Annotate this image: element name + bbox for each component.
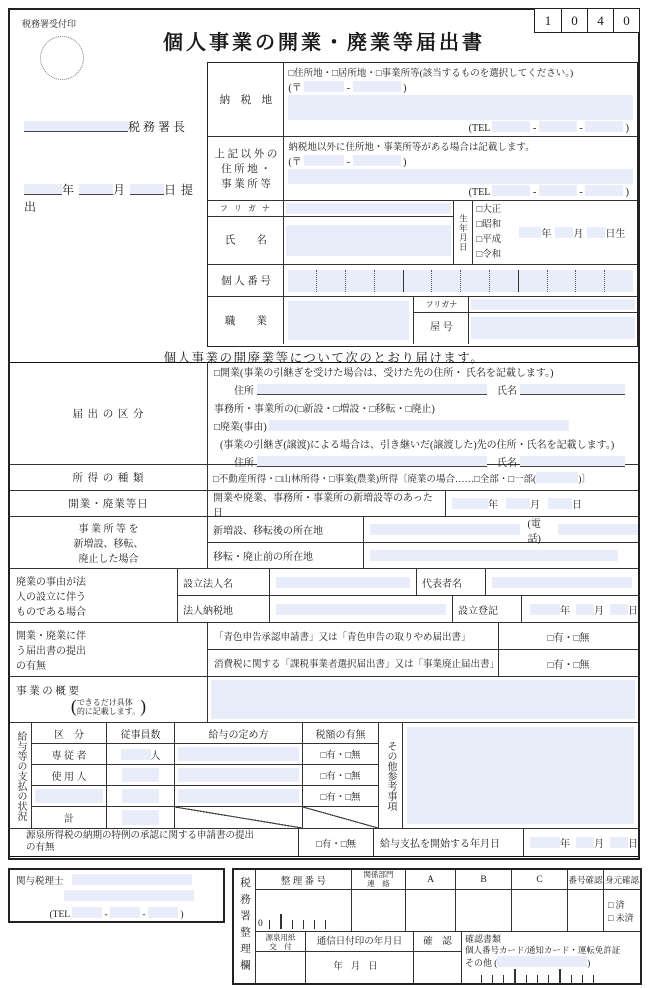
form-main-frame — [8, 8, 640, 860]
office-change-checkbox-line[interactable]: 事務所・事業所の(□新設・□増設・□移転・□廃止) — [214, 404, 435, 415]
occupation-field[interactable] — [288, 301, 409, 340]
accountant-tel-field-3[interactable] — [148, 907, 178, 918]
accountant-tel-field-1[interactable] — [72, 907, 102, 918]
digit-tick — [325, 920, 326, 929]
other-place-note: 納税地以外に住所地・事業所等がある場合は記載します。 — [288, 143, 535, 153]
event-day-field[interactable] — [548, 498, 572, 509]
furigana-label: フ リ ガ ナ — [208, 201, 283, 217]
birth-block — [454, 201, 637, 264]
form-code-digit: 0 — [613, 9, 639, 32]
col-c-cell[interactable] — [512, 890, 568, 931]
form-code-digit: 1 — [544, 13, 552, 28]
withholding-yes-no[interactable]: □有・□無 — [299, 829, 374, 856]
salary-table: 区 分 従事員数 給与の定め方 税額の有無 専 従 者 人 □有・□無 使 用 人 □有・□無 □有・□無 計 — [32, 723, 379, 828]
after-location-field[interactable] — [370, 524, 520, 535]
submit-year-field[interactable] — [24, 184, 62, 195]
other-tel-field-1[interactable] — [492, 185, 530, 196]
other-place-row — [208, 137, 637, 201]
other-postal-field-1[interactable] — [304, 155, 344, 166]
family-method-field[interactable] — [178, 747, 299, 761]
corp-address-field[interactable] — [276, 604, 446, 615]
birth-year-field[interactable] — [519, 227, 541, 238]
corp-registration-label: 設立登記 — [452, 596, 522, 622]
other-place-postal-line: (〒 - ) — [288, 157, 407, 168]
identity-check-cell — [604, 890, 640, 931]
before-location-field[interactable] — [370, 550, 618, 561]
salary-start-label: 給与支払を開始する年月日 — [374, 829, 524, 856]
predecessor-address-field[interactable] — [257, 384, 487, 395]
notification-type-row: 届 出 の 区 分 □開業(事業の引継ぎを受けた場合は、受けた先の住所・ 氏名を記載します。) 住所 氏名 事務所・事業所の(□新設・□増設・□移転・□廃止) □廃業(事由) (事業の引継ぎ(譲渡)による場合は、引き継いだ(譲渡した)先の住所・氏名を記載します。) 住所 氏名 — [10, 363, 638, 465]
other-place-label: 上 記 以 外 の 住 所 地 ・ 事 業 所 等 — [208, 137, 284, 200]
trade-name-label: 屋 号 — [430, 322, 453, 333]
tax-place-postal-line: (〒 - ) — [288, 83, 407, 94]
paren-close: ) — [140, 696, 147, 717]
other-tax-yes-no[interactable]: □有・□無 — [320, 793, 361, 803]
occupation-row — [208, 297, 637, 344]
source-paper-header: 源泉用紙 交 付 — [256, 932, 305, 952]
withholding-text: 源泉所得税の納期の特例の承認に関する申請書の提出の有無 — [10, 829, 299, 856]
after-location-label: 新増設、移転後の所在地 — [208, 517, 364, 542]
registration-month-field[interactable] — [576, 604, 594, 615]
other-postal-field-2[interactable] — [353, 155, 401, 166]
salary-start-year-field[interactable] — [530, 837, 560, 848]
tax-office-use-table — [232, 868, 642, 985]
era-taisho-checkbox[interactable]: □大正 — [476, 205, 502, 215]
identity-not-done-checkbox[interactable]: □ 未済 — [608, 912, 634, 923]
occupation-label: 職 業 — [208, 297, 284, 344]
tax-accountant-label: 関与税理士 — [16, 877, 64, 887]
related-notifications-label: 開業・廃業に伴 う届出書の提出 の有無 — [10, 623, 208, 676]
consumption-tax-label: 消費税に関する「課税事業者選択届出書」又は「事業廃止届出書」 — [214, 660, 500, 670]
taxpayer-table — [207, 62, 638, 347]
corp-rep-label: 代表者名 — [416, 569, 486, 595]
worker-method-field[interactable] — [178, 768, 299, 782]
birth-date-line: 年 月 日生 — [519, 201, 637, 264]
income-type-row: 所 得 の 種 類 □不動産所得・□山林所得・□事業(農業)所得〔廃業の場合……□全部・□一部( )〕 — [10, 465, 638, 491]
address-label: 住所 — [234, 386, 254, 397]
salary-row-worker-label: 使 用 人 — [32, 765, 107, 785]
confirm-documents-cell: 確認書類 個人番号カード/通知カード・運転免許証 その他 ( ) — [462, 932, 640, 983]
tax-place-options[interactable]: □住所地・□居所地・□事業所等(該当するものを選択してください。) — [288, 69, 574, 79]
after-phone-field[interactable] — [558, 524, 638, 535]
tax-place-content — [284, 63, 637, 136]
digit-tick — [280, 914, 282, 929]
accountant-name-field-2[interactable] — [64, 890, 194, 901]
salary-header-count: 従事員数 — [107, 723, 175, 743]
family-count-field[interactable] — [121, 749, 151, 760]
col-b-cell[interactable] — [456, 890, 512, 931]
tax-place-tel-line: (TEL - - ) — [468, 123, 629, 134]
birth-label: 生年月日 — [458, 213, 469, 252]
receipt-stamp-circle-icon — [40, 36, 84, 80]
salary-row-family-label: 専 従 者 — [32, 744, 107, 764]
salary-row-total-label: 計 — [32, 807, 107, 828]
tax-place-label: 納 税 地 — [208, 63, 284, 136]
close-business-checkbox-line[interactable]: □廃業(事由) — [214, 422, 267, 433]
tel-field-2[interactable] — [539, 121, 577, 132]
confirm-documents-options[interactable]: 個人番号カード/通知カード・運転免許証 — [465, 945, 621, 955]
corp-name-field[interactable] — [276, 577, 410, 588]
trade-furigana-field[interactable] — [471, 299, 635, 310]
col-a-header: A — [406, 870, 456, 889]
other-place-tel-line: (TEL - - ) — [468, 187, 629, 198]
name-labels — [208, 201, 284, 264]
salary-header-method: 給与の定め方 — [175, 723, 303, 743]
open-close-date-desc: 開業や廃業、事務所・事業所の新増設等のあった日 — [208, 491, 446, 516]
business-overview-row — [10, 677, 638, 723]
trade-name-field[interactable] — [471, 317, 635, 339]
serial-number-header: 整 理 番 号 — [256, 870, 352, 889]
era-reiwa-checkbox[interactable]: □令和 — [476, 250, 502, 260]
consumption-tax-yes-no[interactable]: □有・□無 — [498, 650, 638, 676]
event-month-field[interactable] — [506, 498, 530, 509]
business-overview-label: 事 業 の 概 要 ( できるだけ具体 的に記載します。 ) — [10, 677, 208, 722]
month-label: 月 — [113, 183, 127, 197]
registration-year-field[interactable] — [530, 604, 560, 615]
salary-status-row — [10, 723, 638, 829]
number-check-header: 番号確認 — [568, 870, 604, 889]
furigana-field[interactable] — [286, 203, 451, 214]
identity-check-header: 身元確認 — [604, 874, 639, 885]
income-type-label: 所 得 の 種 類 — [10, 465, 208, 490]
postal-code-field-2[interactable] — [353, 81, 401, 92]
form-code-boxes — [534, 8, 640, 33]
personal-number-label: 個 人 番 号 — [208, 265, 284, 296]
accountant-tel-line: (TEL - - ) — [16, 907, 217, 920]
before-location-label: 移転・廃止前の所在地 — [208, 543, 364, 568]
digit-tick — [269, 920, 270, 929]
total-count-field[interactable] — [122, 810, 159, 825]
salary-header-tax: 税額の有無 — [315, 729, 366, 741]
income-partial-field[interactable] — [536, 472, 578, 483]
open-close-date-row — [10, 491, 638, 517]
other-count-field[interactable] — [122, 789, 159, 803]
birth-day-field[interactable] — [587, 227, 605, 238]
family-tax-yes-no[interactable]: □有・□無 — [320, 751, 361, 761]
confirm-documents-title: 確認書類 — [465, 934, 502, 944]
related-notifications-row — [10, 623, 638, 677]
transfer-note: (事業の引継ぎ(譲渡)による場合は、引き継いだ(譲渡した)先の住所・氏名を記載します。) — [220, 440, 615, 451]
tax-accountant-box — [8, 868, 225, 923]
identity-done-checkbox[interactable]: □ 済 — [608, 899, 625, 910]
salary-header-category: 区 分 — [32, 723, 107, 743]
tax-place-row — [208, 63, 637, 137]
tax-office-name-field[interactable] — [24, 121, 128, 132]
trade-furigana-label: フリガナ — [414, 297, 468, 313]
form-title: 個人事業の開業・廃業等届出書 — [163, 32, 485, 54]
name-fields — [284, 201, 454, 264]
submit-day-field[interactable] — [130, 184, 164, 195]
income-type-options[interactable]: □不動産所得・□山林所得・□事業(農業)所得〔廃業の場合……□全部・□一部( — [213, 474, 537, 485]
digit-tick — [292, 920, 293, 929]
corporation-row: 廃業の事由が法 人の設立に伴う ものである場合 設立法人名 代表者名 法人納税地 設立登記 年 月 日 — [10, 569, 638, 623]
salary-start-date: 年 月 日 — [524, 829, 638, 856]
salary-side-label: 給与等の支払の状況 — [15, 730, 26, 821]
era-showa-checkbox[interactable]: □昭和 — [476, 220, 502, 230]
form-code-digit: 0 — [561, 9, 587, 32]
form-header — [10, 10, 638, 62]
phone-label: (電話) — [527, 518, 541, 545]
relocation-row — [10, 517, 638, 569]
serial-number-cell[interactable]: 0 — [256, 890, 352, 931]
name-label: 氏名 — [497, 386, 517, 397]
tel-field-3[interactable] — [585, 121, 623, 132]
birth-month-field[interactable] — [555, 227, 573, 238]
document-number-ticks — [465, 969, 637, 984]
event-year-field[interactable] — [452, 498, 488, 509]
relocation-label: 事 業 所 等 を 新増設、移転、 廃止した場合 — [10, 517, 208, 568]
declaration-sentence: 個人事業の開廃業等について次のとおり届けます。 — [163, 351, 485, 365]
other-tel-field-2[interactable] — [539, 185, 577, 196]
top-section — [10, 62, 638, 347]
business-overview-field[interactable] — [211, 680, 635, 719]
salary-start-day-field[interactable] — [610, 837, 628, 848]
office-use-side-label: 税務署整理欄 — [239, 877, 250, 976]
worker-count-field[interactable] — [122, 768, 159, 782]
predecessor-name-field[interactable] — [520, 384, 625, 395]
blue-return-yes-no[interactable]: □有・□無 — [498, 623, 638, 649]
other-reference-field[interactable] — [407, 727, 634, 824]
day-submit-label: 日 提 出 — [24, 183, 195, 214]
form-code-digit: 4 — [587, 9, 613, 32]
col-c-header: C — [512, 870, 568, 889]
other-reference-label: その他参考事項 — [385, 740, 396, 811]
main-table — [10, 362, 638, 857]
blue-return-label: 「青色申告承認申請書」又は「青色申告の取りやめ届出書」 — [214, 633, 471, 643]
source-paper-cell[interactable] — [256, 952, 305, 982]
withholding-row — [10, 829, 638, 856]
postmark-date-cell[interactable]: 年月日 — [333, 962, 386, 972]
confirm-header: 確 認 — [414, 932, 461, 952]
name-row — [208, 201, 637, 265]
postal-code-field-1[interactable] — [304, 81, 344, 92]
col-a-cell[interactable] — [406, 890, 456, 931]
notification-type-label: 届 出 の 区 分 — [10, 363, 208, 464]
name-field[interactable] — [286, 225, 451, 256]
open-close-date-label: 開業・廃業等日 — [10, 491, 208, 516]
era-options — [473, 201, 519, 264]
other-category-field[interactable] — [35, 789, 103, 803]
close-reason-field[interactable] — [269, 420, 569, 431]
digit-tick — [314, 920, 315, 929]
worker-tax-yes-no[interactable]: □有・□無 — [320, 772, 361, 782]
col-b-header: B — [456, 870, 512, 889]
registration-day-field[interactable] — [610, 604, 628, 615]
total-tax-diagonal — [303, 807, 378, 828]
tel-field-1[interactable] — [492, 121, 530, 132]
postmark-date-header: 通信日付印の年月日 — [306, 932, 413, 952]
tax-office-line — [24, 118, 207, 135]
tax-office-label: 税 務 署 長 — [128, 120, 186, 134]
confirm-cell[interactable] — [414, 952, 461, 982]
other-tel-field-3[interactable] — [585, 185, 623, 196]
related-dept-cell[interactable] — [352, 890, 406, 931]
other-document-field[interactable] — [497, 956, 587, 967]
total-method-diagonal — [175, 807, 303, 828]
number-check-cell[interactable] — [568, 890, 604, 931]
related-dept-header: 関係部門 連 絡 — [352, 870, 406, 889]
paren-open: ( — [70, 696, 77, 717]
name-label: 氏 名 — [224, 235, 267, 246]
other-method-field[interactable] — [178, 789, 299, 803]
tax-place-address-field[interactable] — [288, 95, 633, 120]
accountant-name-field-1[interactable] — [72, 874, 192, 885]
open-close-date-fields: 年 月 日 — [446, 491, 638, 516]
personal-number-row — [208, 265, 637, 297]
trade-name-labels — [414, 297, 469, 344]
receipt-stamp-label: 税務署受付印 — [22, 19, 77, 29]
submit-to-block — [10, 62, 207, 347]
open-business-checkbox-line[interactable]: □開業(事業の引継ぎを受けた場合は、受けた先の住所・ 氏名を記載します。) — [214, 368, 554, 379]
era-heisei-checkbox[interactable]: □平成 — [476, 235, 502, 245]
other-place-content — [284, 137, 637, 200]
submit-date-line — [24, 181, 207, 215]
corporation-label: 廃業の事由が法 人の設立に伴う ものである場合 — [10, 569, 178, 622]
salary-start-month-field[interactable] — [576, 837, 594, 848]
other-place-address-field[interactable] — [288, 169, 633, 184]
personal-number-grid[interactable] — [284, 265, 637, 296]
year-label: 年 — [62, 183, 76, 197]
accountant-tel-field-2[interactable] — [110, 907, 140, 918]
submit-month-field[interactable] — [79, 184, 113, 195]
corp-address-label: 法人納税地 — [178, 596, 270, 622]
corp-name-label: 設立法人名 — [178, 569, 270, 595]
digit-tick — [303, 920, 304, 929]
corp-rep-field[interactable] — [492, 577, 632, 588]
